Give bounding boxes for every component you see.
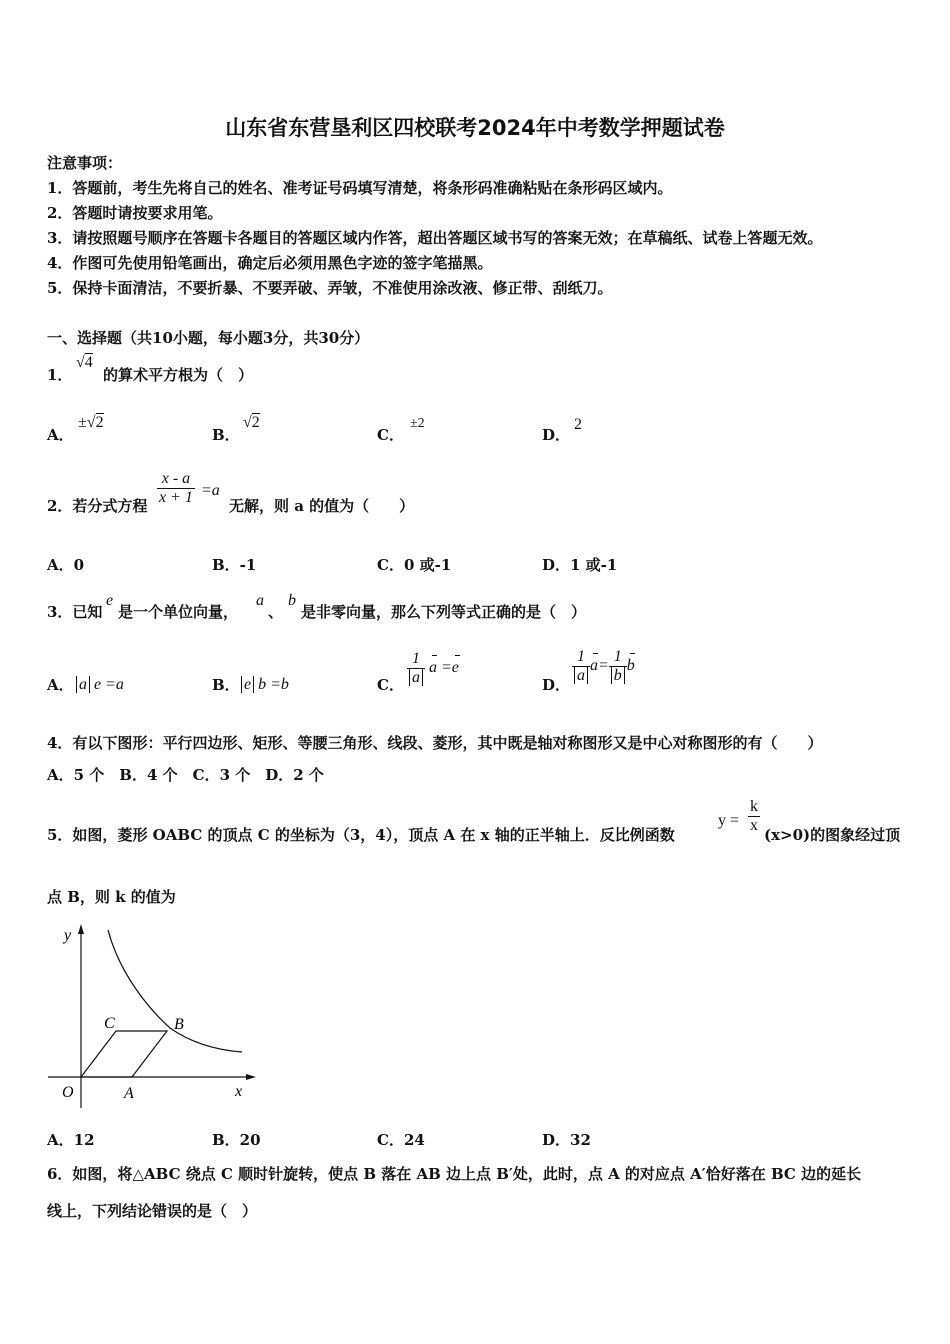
q2-number: 2．若分式方程	[47, 497, 148, 515]
q5-text: (x>0)的图象经过顶	[764, 826, 901, 844]
q3-number: 3．已知	[47, 603, 103, 621]
q3-option-a: a e =a	[76, 676, 124, 694]
q1-number: 1．	[47, 366, 73, 384]
q1-option-a: ±√2	[78, 414, 104, 431]
q1-option-label: A．	[47, 426, 74, 444]
q3-var-e: e	[106, 592, 114, 609]
q2-option: B．-1	[212, 556, 257, 574]
point-a-label: A	[124, 1085, 134, 1102]
notice-item: 3．请按照题号顺序在答题卡各题目的答题区域内作答，超出答题区域书写的答案无效；在草稿纸、试卷上答题无效。	[47, 229, 823, 247]
q3-option-label: D．	[542, 676, 571, 694]
q2-option: D．1 或-1	[542, 556, 618, 574]
q3-var-b: b	[288, 592, 296, 609]
notice-item: 5．保持卡面清洁，不要折暴、不要弄破、弄皱，不准使用涂改液、修正带、刮纸刀。	[47, 279, 613, 297]
q2-option: A．0	[47, 556, 85, 574]
q5-fraction: $\frac{k}{x}$	[750, 798, 758, 834]
x-axis-label: x	[235, 1083, 243, 1100]
q1-text: 的算术平方根为（ ）	[103, 366, 254, 384]
q1-option-b: √2	[243, 414, 260, 431]
q2-text: 无解，则 a 的值为（ ）	[229, 497, 415, 515]
sqrt-icon: √	[243, 414, 252, 431]
q3-option-d: $\frac{1}{a}$ a= $\frac{1}{b}$ b	[572, 648, 635, 685]
q2-option: C．0 或-1	[377, 556, 452, 574]
sqrt-icon: √	[86, 414, 96, 431]
q3-var-a: a	[256, 592, 264, 609]
sqrt-icon: √	[76, 354, 85, 371]
q1-option-label: D．	[542, 426, 571, 444]
hyperbola-curve	[108, 930, 242, 1052]
q6-text: 6．如图，将△ABC 绕点 C 顺时针旋转，使点 B 落在 AB 边上点 B′处，此时，点 A 的对应点 A′恰好落在 BC 边的延长	[47, 1165, 862, 1183]
q5-option: B．20	[212, 1131, 261, 1149]
notice-item: 2．答题时请按要求用笔。	[47, 204, 223, 222]
rhombus-figure	[40, 920, 260, 1120]
q3-option-label: B．	[212, 676, 240, 694]
q4-text: 4．有以下图形：平行四边形、矩形、等腰三角形、线段、菱形，其中既是轴对称图形又是中心对称图形的有（ ）	[47, 734, 823, 752]
q6-text: 线上，下列结论错误的是（ ）	[47, 1202, 258, 1220]
q1-option-label: B．	[212, 426, 240, 444]
q4-options: A．5 个 B．4 个 C．3 个 D．2 个	[47, 766, 324, 784]
q3-sep: 、	[268, 603, 284, 621]
rhombus-oabc	[81, 1031, 167, 1077]
notice-item: 4．作图可先使用铅笔画出，确定后必须用黑色字迹的签字笔描黑。	[47, 254, 493, 272]
q5-option: A．12	[47, 1131, 95, 1149]
q1-option-d: 2	[574, 416, 582, 433]
q1-sqrt: √4	[76, 354, 93, 371]
q1-option-c: ±2	[410, 416, 425, 431]
q3-option-label: A．	[47, 676, 74, 694]
q3-option-b: e b =b	[241, 676, 289, 694]
q3-option-c: $\frac{1}{a}$ a =e	[407, 650, 459, 687]
q2-fraction: $\frac{x - a}{x + 1}$	[159, 470, 193, 506]
page-title: 山东省东营垦利区四校联考2024年中考数学押题试卷	[225, 116, 725, 140]
notice-heading: 注意事项：	[47, 154, 123, 172]
q5-option: D．32	[542, 1131, 591, 1149]
arrow-up-icon	[78, 924, 84, 934]
q3-text: 是非零向量，那么下列等式正确的是（ ）	[301, 603, 587, 621]
point-o-label: O	[62, 1084, 74, 1101]
q3-option-label: C．	[377, 676, 404, 694]
y-axis-label: y	[64, 927, 72, 944]
q5-option: C．24	[377, 1131, 425, 1149]
section-heading: 一、选择题（共10小题，每小题3分，共30分）	[47, 329, 370, 347]
notice-item: 1．答题前，考生先将自己的姓名、准考证号码填写清楚，将条形码准确粘贴在条形码区域内。	[47, 179, 673, 197]
q5-text: 点 B，则 k 的值为	[47, 888, 176, 906]
q2-rhs: =a	[201, 482, 220, 499]
q5-y: y =	[718, 812, 740, 829]
point-c-label: C	[104, 1015, 115, 1032]
q3-text: 是一个单位向量，	[118, 603, 239, 621]
arrow-right-icon	[246, 1074, 256, 1080]
point-b-label: B	[174, 1016, 184, 1033]
q1-option-label: C．	[377, 426, 404, 444]
q5-text: 5．如图，菱形 OABC 的顶点 C 的坐标为（3，4），顶点 A 在 x 轴的正半轴上．反比例函数	[47, 826, 675, 844]
